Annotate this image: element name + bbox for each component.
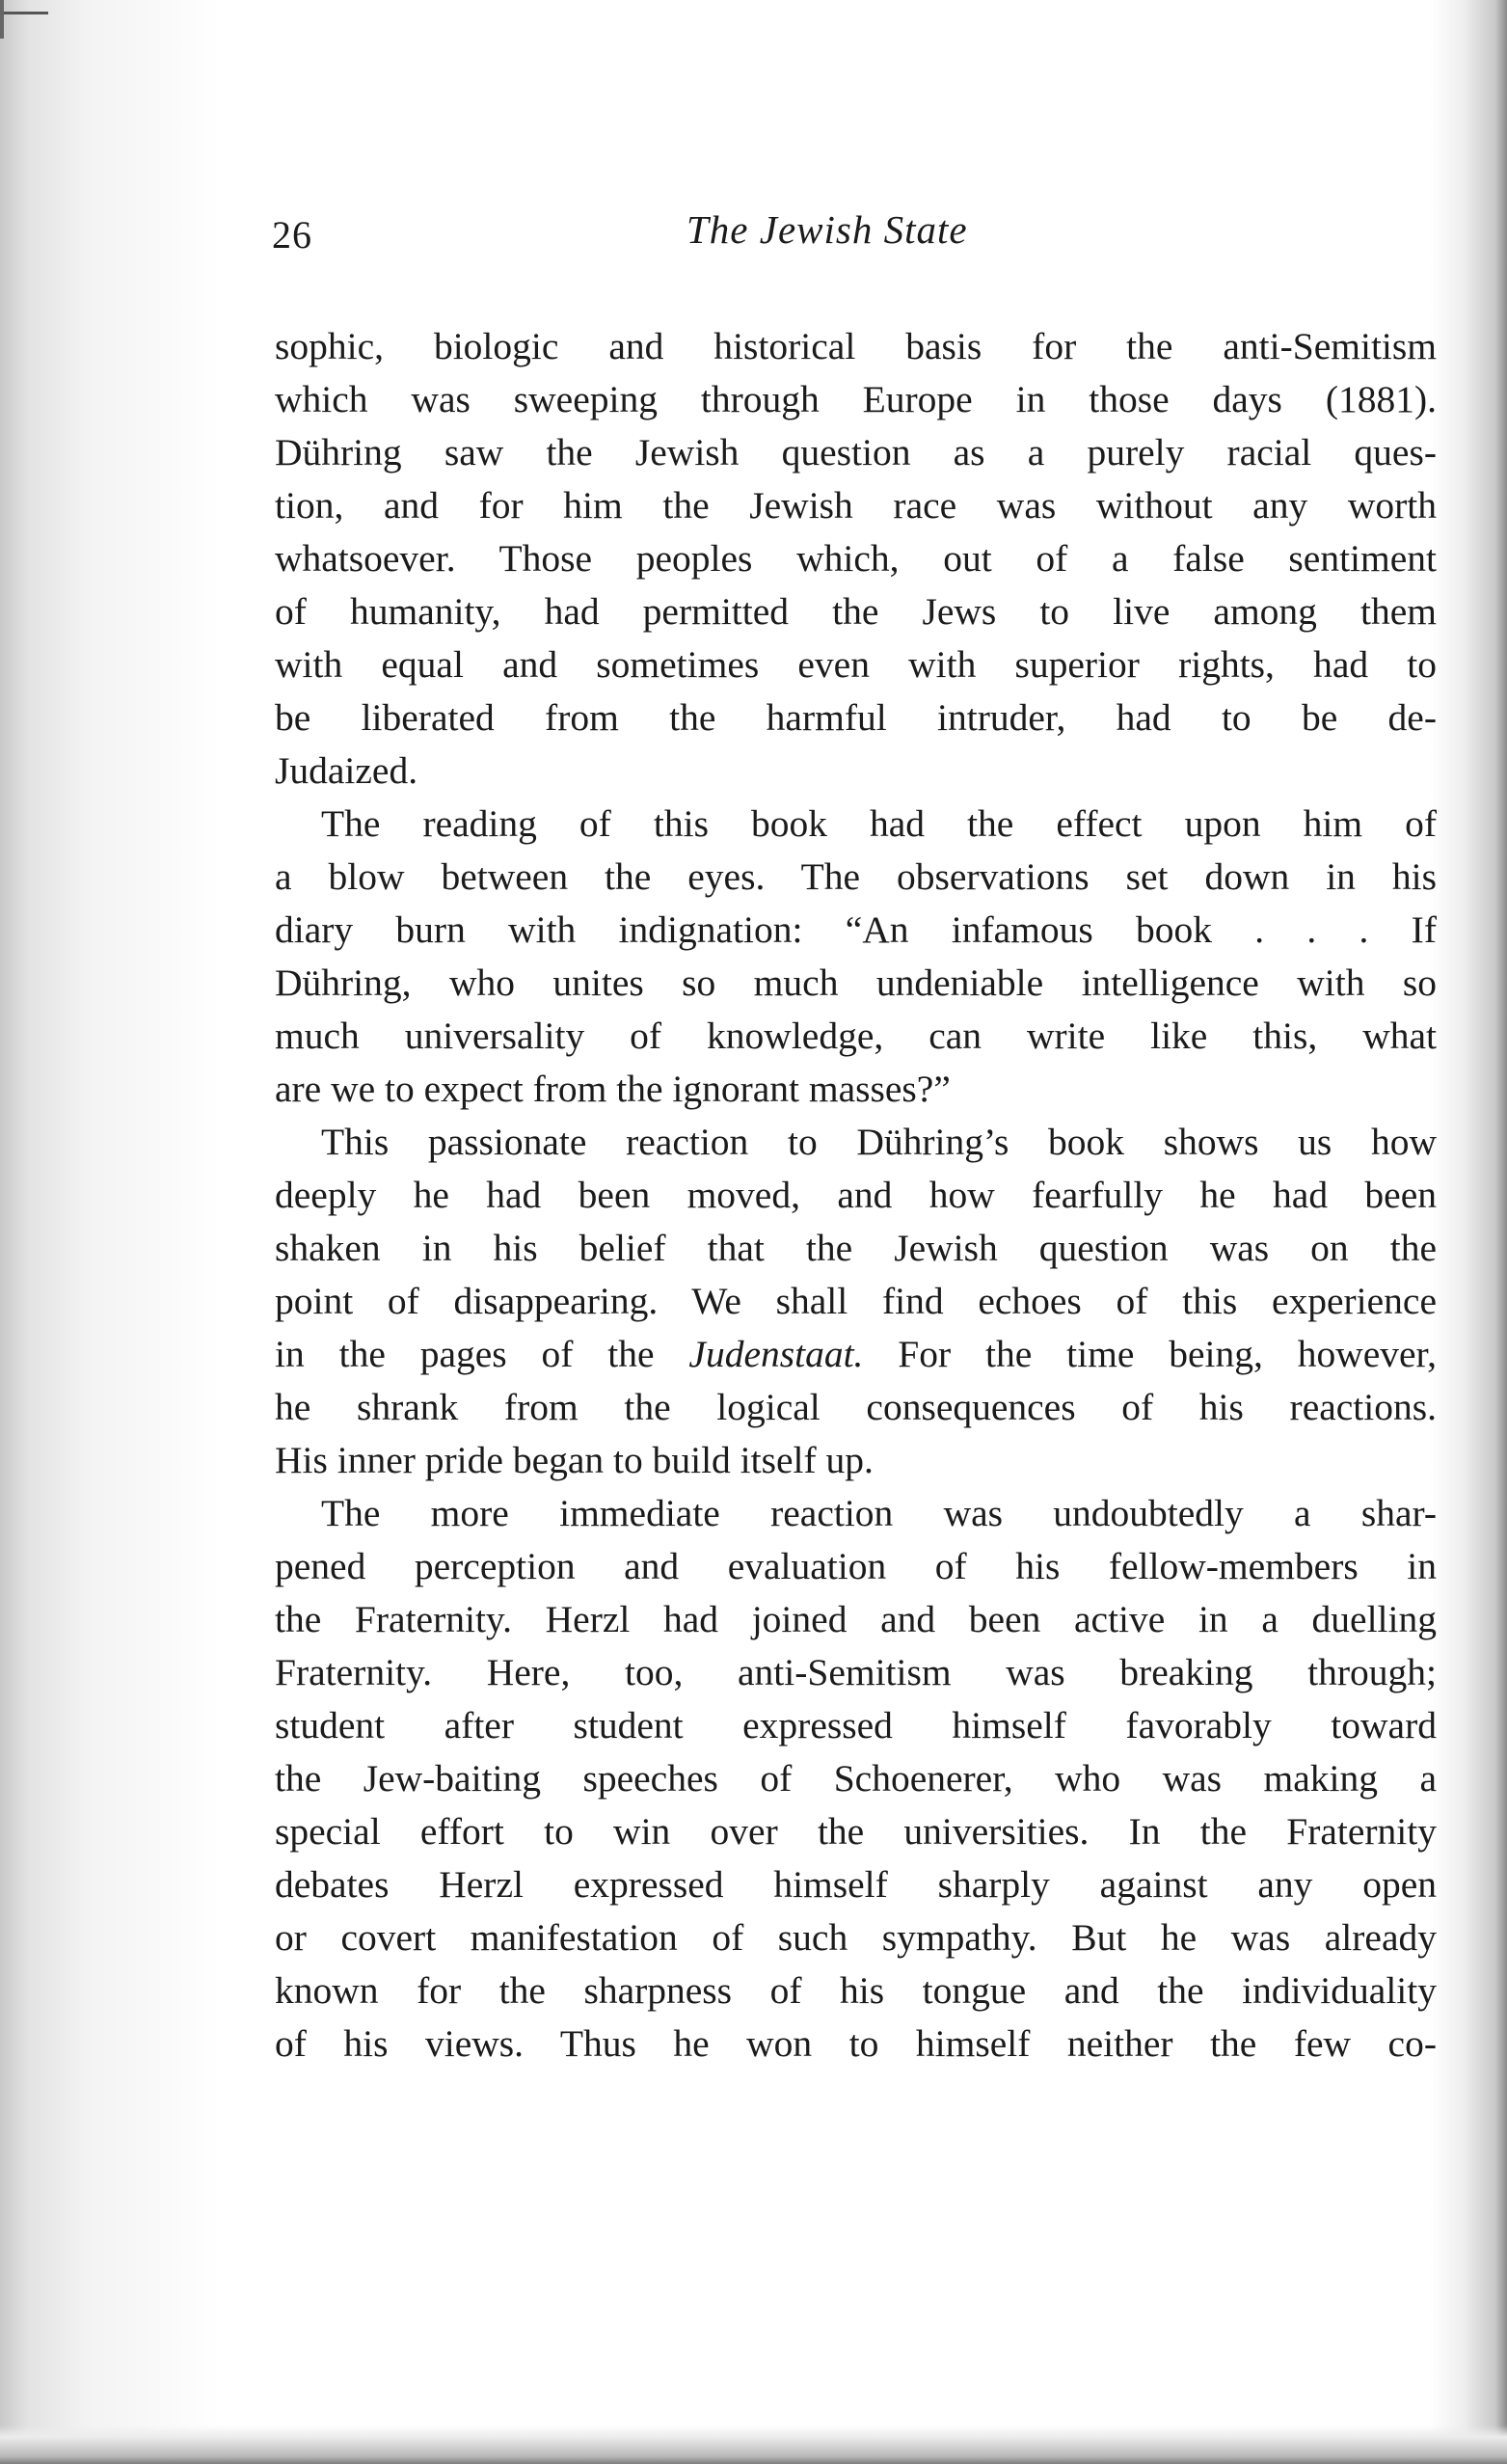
text-line: Judaized. <box>275 749 418 792</box>
body-text <box>275 320 1437 2071</box>
text-line-with-italic-title <box>275 1328 1437 1381</box>
text-line: This passionate reaction to Dühring’s book shows us how <box>321 1121 1437 1163</box>
running-title: The Jewish State <box>686 207 968 252</box>
text-line: student after student expressed himself favorably toward <box>275 1704 1437 1746</box>
text-segment: For the time being, however, <box>863 1333 1437 1375</box>
text-line: special effort to win over the universities. In the Fraternity <box>275 1810 1437 1853</box>
text-line: The more immediate reaction was undoubtedly a shar- <box>321 1492 1437 1534</box>
text-line: pened perception and evaluation of his fellow-members in <box>275 1545 1437 1587</box>
text-line: diary burn with indignation: “An infamous book . . . If <box>275 908 1437 951</box>
text-line: deeply he had been moved, and how fearfully he had been <box>275 1174 1437 1216</box>
page-header <box>272 204 1439 272</box>
text-line: of his views. Thus he won to himself neither the few co- <box>275 2022 1437 2065</box>
text-line: be liberated from the harmful intruder, had to be de- <box>275 696 1437 739</box>
text-line: His inner pride began to build itself up. <box>275 1439 874 1481</box>
text-line: much universality of knowledge, can write like this, what <box>275 1015 1437 1057</box>
text-line: a blow between the eyes. The observations set down in his <box>275 855 1437 898</box>
text-line: which was sweeping through Europe in those days (1881). <box>275 378 1437 420</box>
text-line: he shrank from the logical consequences of his reactions. <box>275 1386 1437 1428</box>
text-line: sophic, biologic and historical basis for the anti-Semitism <box>275 325 1437 367</box>
scan-right-edge-shadow <box>1430 0 1507 2464</box>
book-title-judenstaat: Judenstaat. <box>688 1333 864 1375</box>
text-line: point of disappearing. We shall find echoes of this experience <box>275 1280 1437 1322</box>
text-line: of humanity, had permitted the Jews to live among them <box>275 590 1437 633</box>
scan-left-edge-shadow <box>0 0 222 2464</box>
scan-bottom-edge-shadow <box>0 2425 1507 2464</box>
text-line: Fraternity. Here, too, anti-Semitism was breaking through; <box>275 1651 1437 1693</box>
text-line: tion, and for him the Jewish race was without any worth <box>275 484 1437 527</box>
text-line: The reading of this book had the effect upon him of <box>321 802 1437 845</box>
scan-corner-mark <box>0 0 48 14</box>
text-line: with equal and sometimes even with superior rights, had to <box>275 643 1437 686</box>
page-number: 26 <box>272 213 312 257</box>
text-line: known for the sharpness of his tongue and the individuality <box>275 1969 1437 2012</box>
text-line: the Fraternity. Herzl had joined and been active in a duelling <box>275 1598 1437 1640</box>
text-line: or covert manifestation of such sympathy. But he was already <box>275 1916 1437 1959</box>
text-segment: in the pages of the <box>275 1333 689 1375</box>
text-line: whatsoever. Those peoples which, out of a false sentiment <box>275 537 1437 580</box>
text-line: shaken in his belief that the Jewish question was on the <box>275 1227 1437 1269</box>
text-line: the Jew-baiting speeches of Schoenerer, who was making a <box>275 1757 1437 1800</box>
text-line: are we to expect from the ignorant masses?” <box>275 1068 951 1110</box>
text-line: debates Herzl expressed himself sharply against any open <box>275 1863 1437 1906</box>
text-line: Dühring, who unites so much undeniable intelligence with so <box>275 961 1437 1004</box>
text-line: Dühring saw the Jewish question as a purely racial ques- <box>275 431 1437 474</box>
scan-corner-mark-vertical <box>0 0 4 39</box>
